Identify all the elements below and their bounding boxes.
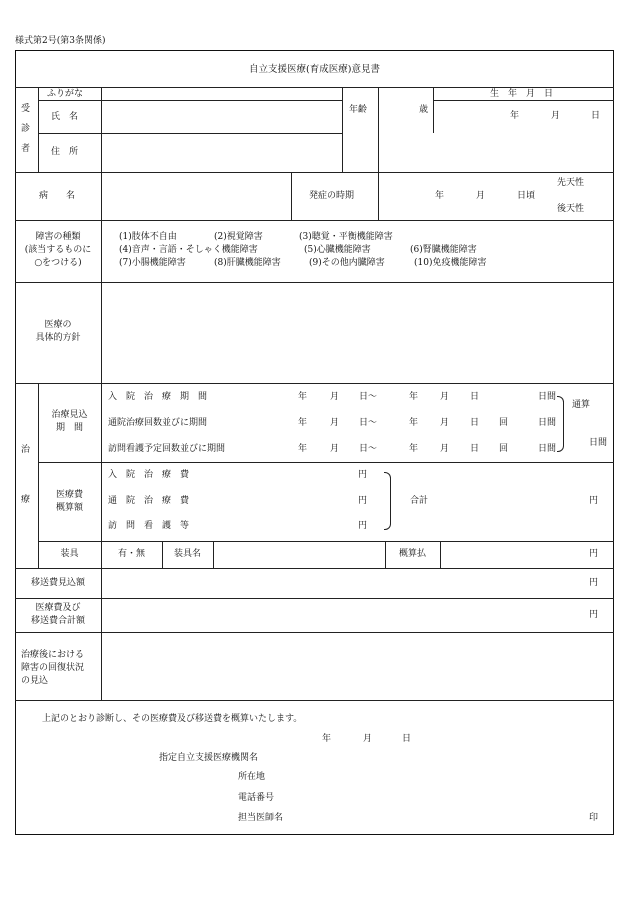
rule — [38, 462, 614, 463]
date-year: 年 — [322, 734, 332, 744]
rule — [15, 598, 614, 599]
doctor-label: 担当医師名 — [238, 813, 284, 823]
disability-option: (5)心臓機能障害 — [304, 245, 371, 255]
patient-section-char: 者 — [21, 144, 31, 154]
treatment-section-char: 療 — [21, 495, 31, 505]
rule — [433, 100, 614, 101]
period-start-year: 年 — [298, 392, 308, 402]
onset-year: 年 — [435, 191, 445, 201]
age-label: 年齢 — [349, 105, 368, 115]
equipment-unit: 円 — [589, 549, 599, 559]
cost-unit: 円 — [358, 521, 368, 531]
cost-unit: 円 — [358, 470, 368, 480]
rule — [291, 172, 292, 220]
cost-row-label: 通 院 治 療 費 — [108, 496, 190, 506]
cost-label-line: 概算額 — [55, 503, 83, 513]
furigana-label: ふりがな — [47, 89, 84, 99]
sum-unit: 円 — [589, 496, 599, 506]
period-row-label: 入 院 治 療 期 間 — [108, 392, 208, 402]
policy-label-line: 医療の — [44, 320, 72, 330]
rule — [213, 541, 214, 568]
period-start-month: 月 — [330, 444, 340, 454]
period-label-line: 期 間 — [55, 423, 83, 433]
total-days: 日間 — [589, 438, 608, 448]
period-start-day: 日～ — [359, 418, 378, 428]
patient-section-char: 診 — [21, 124, 31, 134]
period-start-year: 年 — [298, 444, 308, 454]
rule — [433, 87, 434, 133]
disability-option: (2)視覚障害 — [214, 232, 263, 242]
period-row-label: 通院治療回数並びに期間 — [108, 418, 208, 428]
disability-label-line: 障害の種類 — [35, 232, 81, 242]
rule — [38, 541, 614, 542]
rule — [440, 541, 441, 568]
treatment-section-char: 治 — [21, 445, 31, 455]
equipment-name-label: 装具名 — [173, 549, 201, 559]
period-days: 日間 — [538, 418, 557, 428]
rule — [15, 568, 614, 569]
period-start-day: 日～ — [359, 444, 378, 454]
onset-label: 発症の時期 — [309, 191, 355, 201]
total-cost-unit: 円 — [589, 610, 599, 620]
certification-statement: 上記のとおり診断し、その医療費及び移送費を概算いたします。 — [42, 714, 303, 724]
disability-option: (8)肝臓機能障害 — [214, 258, 281, 268]
recovery-label-line: 治療後における — [21, 650, 85, 660]
total-label: 通算 — [572, 400, 591, 410]
rule — [15, 220, 614, 221]
period-row-label: 訪問看護予定回数並びに期間 — [108, 444, 226, 454]
period-end-month: 月 — [440, 392, 450, 402]
period-brace — [557, 396, 564, 452]
period-end-year: 年 — [409, 392, 419, 402]
patient-section-char: 受 — [21, 104, 31, 114]
birth-year: 年 — [510, 111, 520, 121]
recovery-label-line: の見込 — [21, 676, 49, 686]
period-end-month: 月 — [440, 444, 450, 454]
disability-option: (1)肢体不自由 — [119, 232, 177, 242]
sum-label: 合計 — [410, 496, 429, 506]
address-label: 住 所 — [51, 147, 79, 157]
location-label: 所在地 — [238, 772, 266, 782]
cost-brace — [384, 472, 391, 530]
estimated-payment-label: 概算払 — [398, 549, 426, 559]
disability-option: (10)免疫機能障害 — [414, 258, 487, 268]
seal-mark: 印 — [589, 813, 599, 823]
rule — [378, 87, 379, 220]
institution-label: 指定自立支援医療機関名 — [159, 753, 259, 763]
rule — [101, 87, 102, 700]
recovery-label-line: 障害の回復状況 — [21, 663, 85, 673]
disability-label-line: (該当するものに — [24, 245, 92, 255]
name-label: 氏 名 — [51, 112, 79, 122]
period-end-year: 年 — [409, 444, 419, 454]
disability-option: (3)聴覚・平衡機能障害 — [299, 232, 393, 242]
equipment-yes-no: 有・無 — [117, 549, 145, 559]
cost-label-line: 医療費 — [55, 490, 83, 500]
acquired-option: 後天性 — [557, 204, 585, 214]
rule — [38, 133, 342, 134]
phone-label: 電話番号 — [238, 793, 275, 803]
form-title: 自立支援医療(育成医療)意見書 — [249, 64, 380, 75]
onset-day: 日頃 — [517, 191, 536, 201]
date-month: 月 — [363, 734, 373, 744]
disability-option: (9)その他内臓障害 — [309, 258, 385, 268]
period-end-year: 年 — [409, 418, 419, 428]
rule — [38, 100, 342, 101]
cost-unit: 円 — [358, 496, 368, 506]
birth-date-header: 生 年 月 日 — [490, 89, 554, 99]
rule — [15, 87, 614, 88]
total-cost-label-line: 医療費及び — [35, 603, 81, 613]
rule — [15, 172, 614, 173]
policy-label-line: 具体的方針 — [35, 333, 81, 343]
disability-option: (6)腎臓機能障害 — [410, 245, 477, 255]
period-start-month: 月 — [330, 392, 340, 402]
period-end-day: 日 — [470, 392, 480, 402]
birth-day: 日 — [591, 111, 601, 121]
disability-label-line: ○をつける) — [34, 258, 82, 268]
total-cost-label-line: 移送費合計額 — [30, 616, 85, 626]
transport-unit: 円 — [589, 578, 599, 588]
form-number: 様式第2号(第3条関係) — [15, 36, 106, 46]
rule — [38, 87, 39, 172]
birth-month: 月 — [551, 111, 561, 121]
disability-option: (4)音声・言語・そしゃく機能障害 — [119, 245, 258, 255]
period-start-month: 月 — [330, 418, 340, 428]
disability-option: (7)小腸機能障害 — [119, 258, 186, 268]
period-end-month: 月 — [440, 418, 450, 428]
date-day: 日 — [402, 734, 412, 744]
period-count: 回 — [499, 444, 509, 454]
rule — [15, 282, 614, 283]
period-days: 日間 — [538, 444, 557, 454]
period-days: 日間 — [538, 392, 557, 402]
age-unit: 歳 — [419, 105, 429, 115]
rule — [15, 700, 614, 701]
rule — [15, 383, 614, 384]
period-end-day: 日 — [470, 444, 480, 454]
period-label-line: 治療見込 — [51, 410, 88, 420]
disease-label: 病 名 — [39, 191, 76, 201]
transport-label: 移送費見込額 — [30, 578, 85, 588]
period-start-year: 年 — [298, 418, 308, 428]
period-count: 回 — [499, 418, 509, 428]
onset-month: 月 — [476, 191, 486, 201]
congenital-option: 先天性 — [557, 178, 585, 188]
equipment-label: 装具 — [60, 549, 79, 559]
rule — [342, 87, 343, 172]
rule — [15, 632, 614, 633]
cost-row-label: 入 院 治 療 費 — [108, 470, 190, 480]
period-start-day: 日～ — [359, 392, 378, 402]
cost-row-label: 訪 問 看 護 等 — [108, 521, 190, 531]
period-end-day: 日 — [470, 418, 480, 428]
